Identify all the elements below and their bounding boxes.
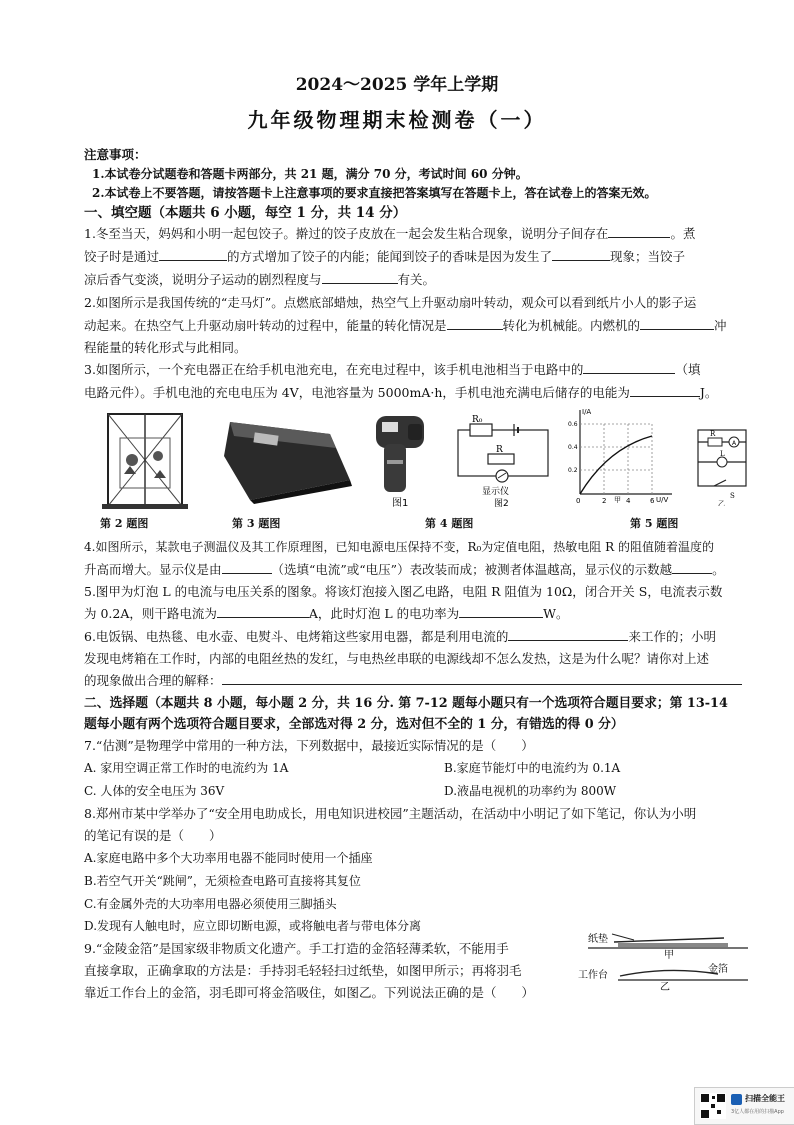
charger-figure — [210, 412, 360, 504]
brand-sub: 3亿人都在用的扫描App — [731, 1109, 784, 1115]
q1-line1: 1.冬至当天，妈妈和小明一起包饺子。擀过的饺子皮放在一起会发生粘合现象，说明分子间存在 。煮 — [84, 226, 696, 241]
feather-yi — [620, 970, 718, 976]
q6-line2: 发现电烤箱在工作时，内部的电阻丝热的发红，与电热丝串联的电源线却不怎么发热，这是为什么呢？请你对上述 — [84, 651, 710, 666]
fig2-label: 图2 — [494, 499, 509, 508]
q2-line1: 2.如图所示是我国传统的“走马灯”。点燃底部蜡烛，热空气上升驱动扇叶转动，观众可以看到纸片小人的影子运 — [84, 295, 697, 310]
q7-stem: 7.“估测”是物理学中常用的一种方法，下列数据中，最接近实际情况的是（ ） — [84, 738, 534, 753]
cs-logo-icon — [731, 1094, 742, 1105]
tick-y-0.2: 0.2 — [568, 467, 578, 474]
q8-option-c: C.有金属外壳的大功率用电器必须使用三脚插头 — [84, 897, 337, 911]
tick-y-0.6: 0.6 — [568, 421, 578, 428]
fig1-label: 图1 — [392, 498, 409, 508]
q3-line2: 电路元件）。手机电池的充电电压为 4V，电池容量为 5000mA·h，手机电池充满电后储存的电能为 J。 — [84, 385, 718, 400]
answer-blank — [608, 226, 670, 238]
notice-item-1: 1.本试卷分试题卷和答题卡两部分，共 21 题，满分 70 分，考试时间 60 分钟。 — [92, 167, 528, 181]
iv-curve — [580, 436, 652, 494]
tick-x-4: 4 — [626, 497, 631, 505]
q8-stem-2: 的笔记有误的是（ ） — [84, 828, 222, 843]
y-axis-label: I/A — [582, 408, 592, 416]
q1-line2: 饺子时是通过 的方式增加了饺子的内能；能闻到饺子的香味是因为发生了 现象；当饺子 — [84, 249, 686, 264]
q9-line3: 靠近工作台上的金箔，羽毛即可将金箔吸住，如图乙。下列说法正确的是（ ） — [84, 985, 535, 1000]
exam-title: 九年级物理期末检测卷（一） — [247, 108, 547, 132]
r-label: R — [496, 445, 503, 455]
q8-stem-1: 8.郑州市某中学举办了“安全用电助成长，用电知识进校园”主题活动，在活动中小明记了如下笔记，你认为小明 — [84, 806, 697, 821]
notice-item-2: 2.本试卷上不要答题，请按答题卡上注意事项的要求直接把答案填写在答题卡上，答在试卷上的答案无效。 — [92, 186, 657, 200]
notice-heading: 注意事项： — [84, 147, 147, 162]
fig-yi-label: 乙 — [660, 982, 670, 992]
q6-line3: 的现象做出合理的解释： — [84, 671, 742, 689]
answer-blank — [630, 385, 700, 397]
answer-blank — [552, 249, 610, 261]
switch-label: S — [730, 492, 735, 500]
thermometer-figure — [370, 410, 440, 508]
q5-line1: 5.图甲为灯泡 L 的电流与电压关系的图象。将该灯泡接入图乙电路，电阻 R 阻值为 10Ω，闭合开关 S，电流表示数 — [84, 584, 723, 599]
q6-line1: 6.电饭锅、电热毯、电水壶、电熨斗、电烤箱这些家用电器，都是利用电流的 来工作的；小明 — [84, 629, 716, 644]
answer-blank — [459, 606, 543, 618]
x-axis-label: U/V — [656, 496, 669, 504]
brand-name: 扫描全能王 — [745, 1094, 785, 1103]
fig-jia-label: 甲 — [664, 950, 674, 961]
thermometer-circuit — [452, 414, 556, 508]
answer-blank — [217, 606, 309, 618]
answer-blank — [447, 318, 503, 330]
q2-line2: 动起来。在热空气上升驱动扇叶转动的过程中，能量的转化情况是 转化为机械能。内燃机的 冲 — [84, 318, 727, 333]
caption-q2: 第 2 题图 — [100, 517, 149, 530]
q7-option-a: A. 家用空调正常工作时的电流约为 1A — [84, 761, 289, 775]
answer-blank — [222, 673, 742, 685]
answer-blank — [159, 249, 227, 261]
r0-label: R₀ — [472, 415, 483, 425]
lantern-figure — [100, 408, 190, 512]
q8-option-a: A.家庭电路中多个大功率用电器不能同时使用一个插座 — [84, 851, 373, 865]
paper-pad-label: 纸垫 — [588, 934, 608, 945]
section2-heading-2: 题每小题有两个选项符合题目要求，全部选对得 2 分，选对但不全的 1 分，有错选的得 0 分） — [84, 717, 624, 732]
lamp-circuit — [690, 418, 754, 506]
lamp-label: L — [720, 450, 725, 458]
tick-y-0.4: 0.4 — [568, 444, 578, 451]
q8-option-d: D.发现有人触电时，应立即切断电源，或将触电者与带电体分离 — [84, 919, 422, 933]
caption-q5: 第 5 题图 — [630, 517, 679, 530]
answer-blank — [322, 272, 398, 284]
q5-line2: 为 0.2A，则干路电流为 A，此时灯泡 L 的电功率为 W。 — [84, 606, 569, 621]
tick-x-0: 0 — [576, 497, 581, 505]
gold-foil-label: 金箔 — [708, 964, 728, 975]
answer-blank — [672, 562, 712, 574]
jia-label: 甲 — [614, 496, 621, 504]
caption-q3: 第 3 题图 — [232, 517, 281, 530]
section1-heading: 一、填空题（本题共 6 小题，每空 1 分，共 14 分） — [84, 205, 407, 221]
answer-blank — [222, 562, 272, 574]
caption-q4: 第 4 题图 — [425, 517, 474, 530]
iv-graph — [568, 404, 680, 506]
q1-line3: 凉后香气变淡，说明分子运动的剧烈程度与 有关。 — [84, 272, 436, 287]
worktable-label: 工作台 — [578, 970, 608, 981]
q4-line1: 4.如图所示，某款电子测温仪及其工作原理图，已知电源电压保持不变，R₀为定值电阻，热敏电阻 R 的阻值随着温度的 — [84, 540, 714, 554]
qr-code-icon — [700, 1093, 726, 1119]
answer-blank — [640, 318, 714, 330]
circuit-r-label: R — [710, 430, 716, 438]
display-label: 显示仪 — [482, 487, 510, 497]
q4-line2: 升高而增大。显示仪是由 （选填“电流”或“电压”）表改装而成；被测者体温越高，显示仪的示数越 。 — [84, 562, 725, 577]
svg-text:A: A — [732, 440, 737, 447]
q2-line3: 程能量的转化形式与此相同。 — [84, 340, 247, 355]
gold-foil-figure — [568, 928, 768, 992]
q8-option-b: B.若空气开关“跳闸”，无须检查电路可直接将其复位 — [84, 874, 361, 888]
q9-line2: 直接拿取，正确拿取的方法是：手持羽毛轻轻扫过纸垫，如图甲所示；再将羽毛 — [84, 963, 522, 978]
q7-option-c: C. 人体的安全电压为 36V — [84, 784, 225, 798]
q7-option-b: B.家庭节能灯中的电流约为 0.1A — [444, 761, 621, 775]
answer-blank — [583, 362, 675, 374]
scanner-watermark — [694, 1087, 794, 1125]
tick-x-2: 2 — [602, 497, 607, 505]
q7-option-d: D.液晶电视机的功率约为 800W — [444, 784, 617, 798]
section2-heading-1: 二、选择题（本题共 8 小题，每小题 2 分，共 16 分. 第 7-12 题每小题只有一个选项符合题目要求；第 13-14 — [84, 696, 728, 711]
q3-line1: 3.如图所示，一个充电器正在给手机电池充电，在充电过程中，该手机电池相当于电路中的 （填 — [84, 362, 701, 377]
answer-blank — [508, 629, 628, 641]
school-year: 2024～2025 学年上学期 — [295, 75, 499, 95]
tick-x-6: 6 — [650, 497, 655, 505]
yi-label: 乙 — [718, 500, 725, 506]
q9-line1: 9.“金陵金箔”是国家级非物质文化遗产。手工打造的金箔轻薄柔软，不能用手 — [84, 941, 509, 956]
